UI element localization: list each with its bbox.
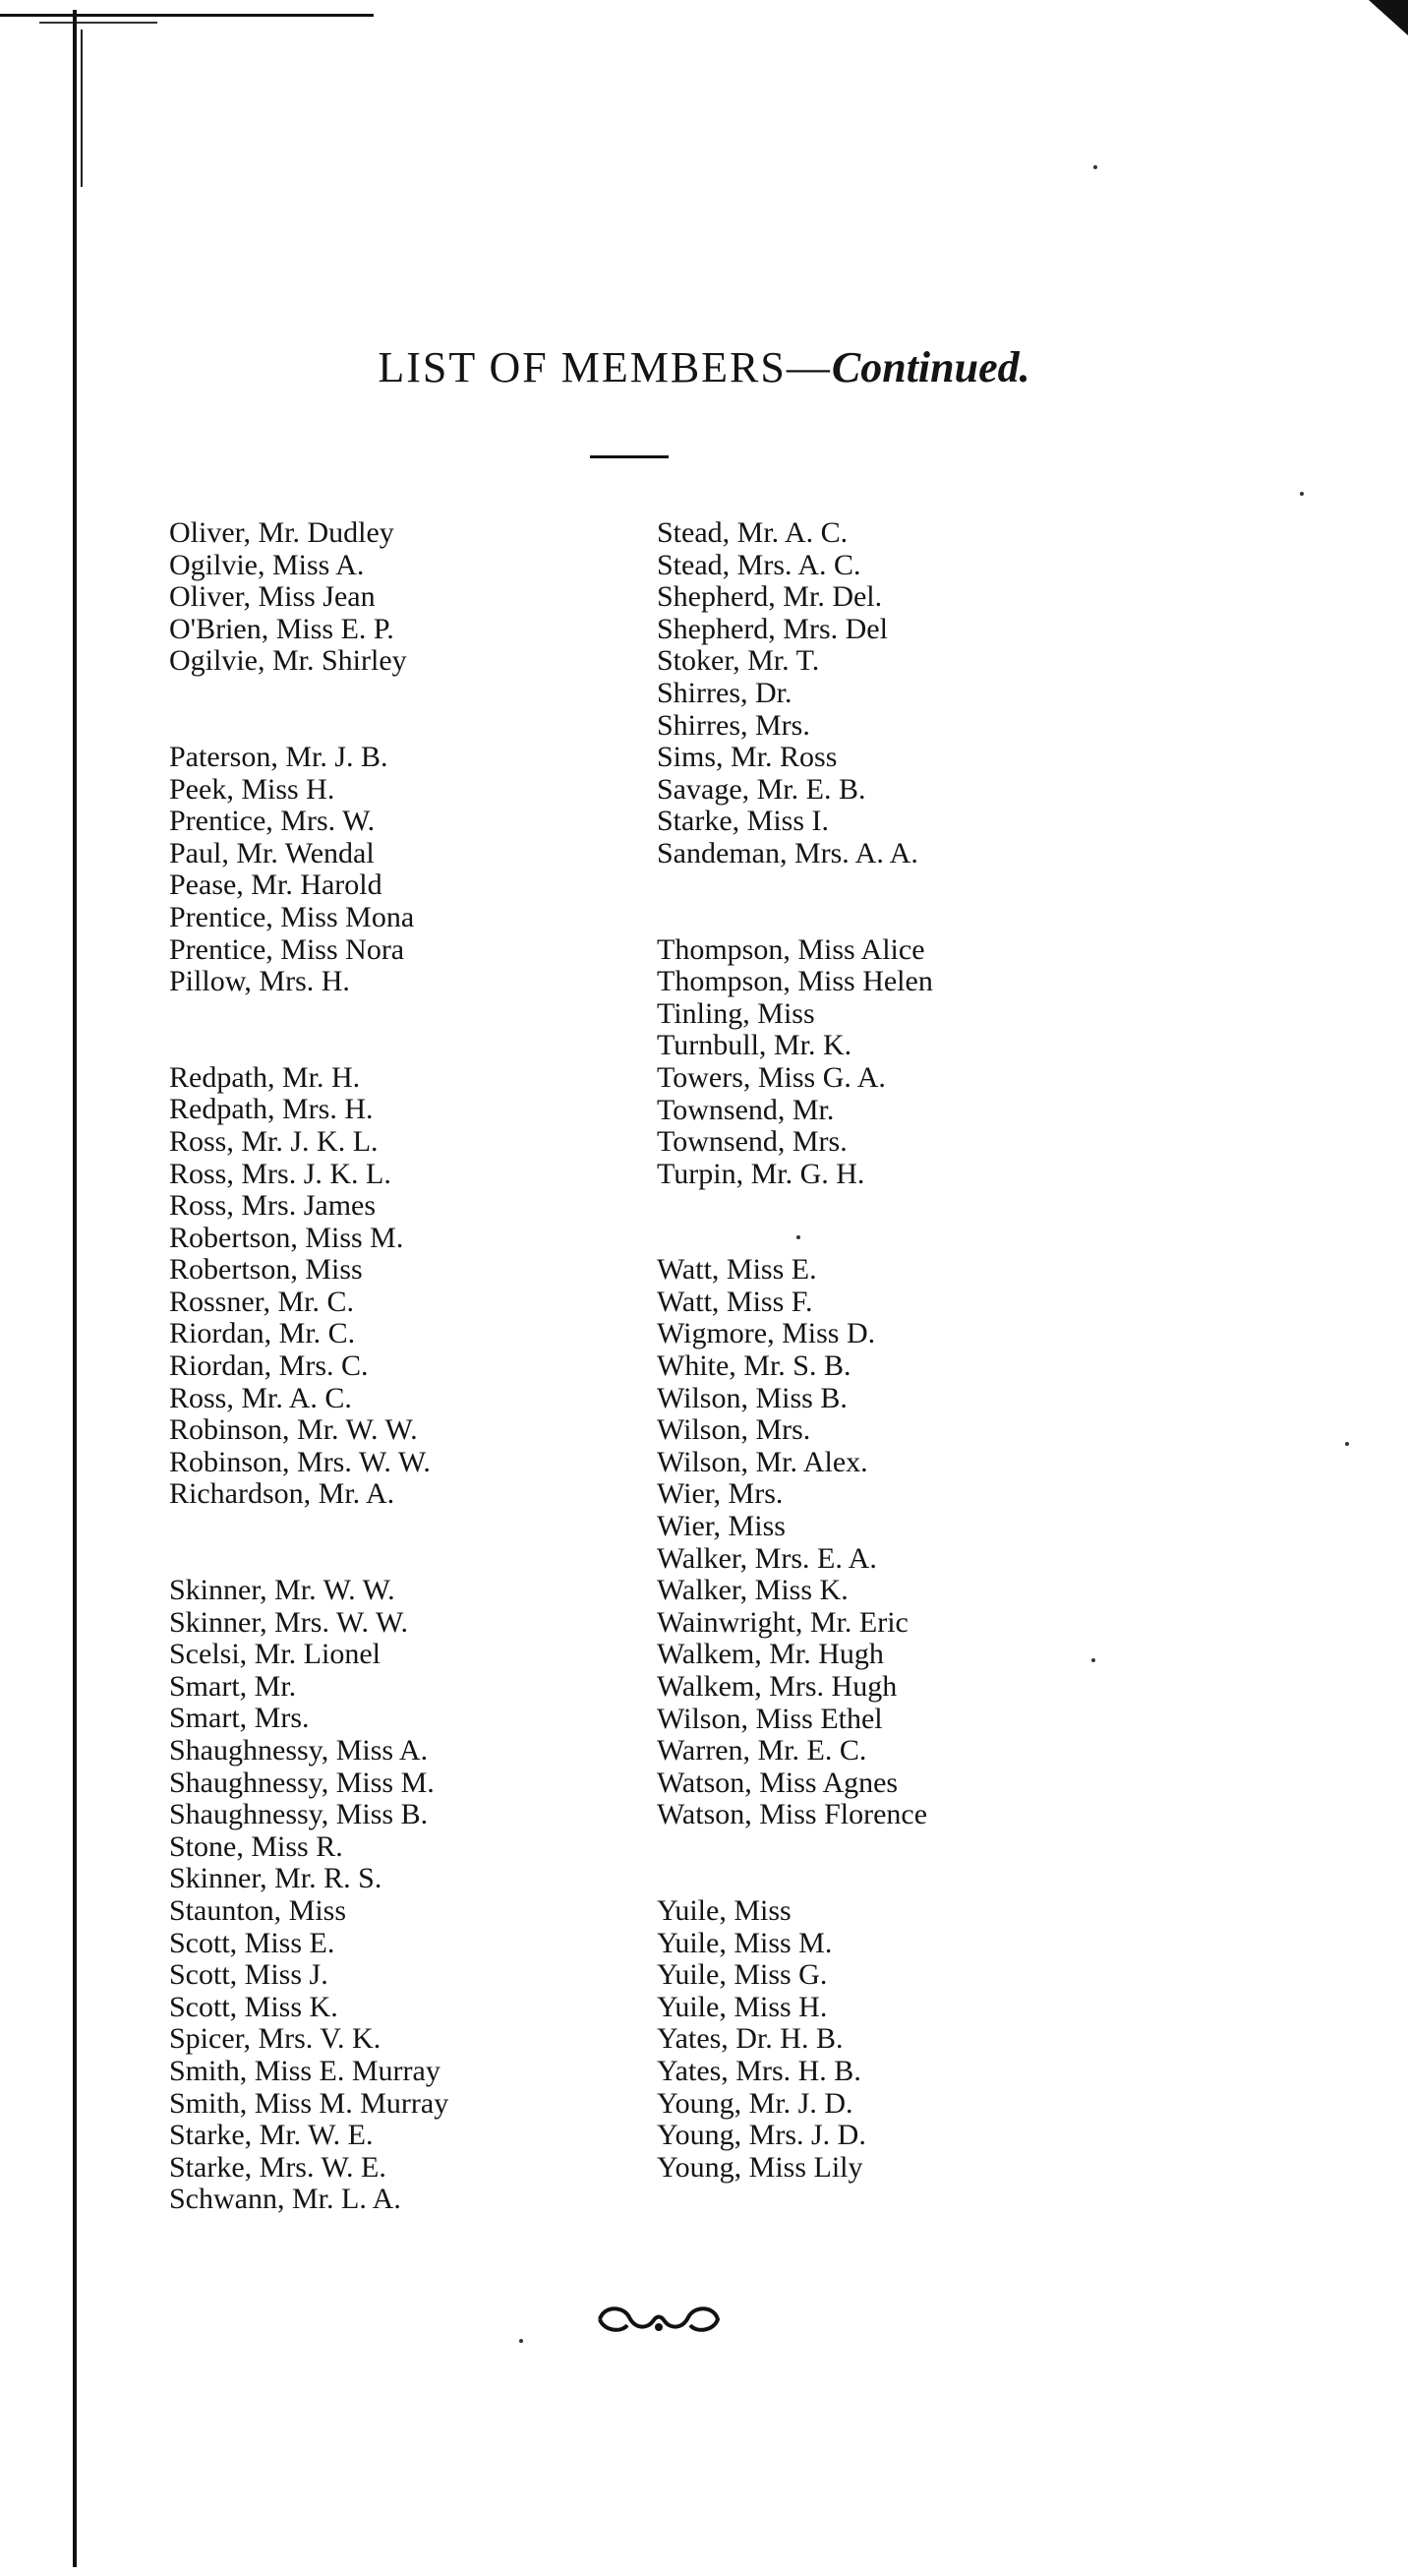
member-entry: Scott, Miss E. [169,1926,335,1959]
member-entry: Scott, Miss J. [169,1958,328,1992]
member-entry: Yuile, Miss M. [657,1926,833,1959]
member-entry: Smart, Mrs. [169,1702,310,1735]
page-title [0,342,1408,392]
member-entry: O'Brien, Miss E. P. [169,612,394,645]
member-entry: Paterson, Mr. J. B. [169,740,388,773]
member-entry: Towers, Miss G. A. [657,1060,886,1094]
member-entry: Wilson, Miss Ethel [657,1702,883,1735]
member-entry: Shaughnessy, Miss B. [169,1798,429,1831]
member-entry: Rossner, Mr. C. [169,1285,354,1318]
member-entry: Smith, Miss E. Murray [169,2054,440,2087]
member-group-right-2 [657,934,933,1191]
member-entry: Staunton, Miss [169,1893,347,1927]
member-entry: Young, Mr. J. D. [657,2086,853,2120]
member-entry: Oliver, Mr. Dudley [169,516,394,549]
member-entry: Walker, Miss K. [657,1574,849,1607]
member-entry: Oliver, Miss Jean [169,580,376,614]
member-entry: Riordan, Mrs. C. [169,1349,369,1383]
member-entry: Wainwright, Mr. Eric [657,1605,909,1639]
member-entry: Scelsi, Mr. Lionel [169,1638,381,1671]
member-entry: Ross, Mrs. J. K. L. [169,1157,391,1190]
member-entry: Ross, Mr. A. C. [169,1381,352,1414]
page-title-main: LIST OF MEMBERS— [378,343,832,391]
scan-speck [519,2339,523,2343]
member-entry: Yates, Dr. H. B. [657,2022,844,2056]
member-group-left-3 [169,1062,448,1511]
member-entry: Prentice, Mrs. W. [169,805,376,838]
member-entry: Shepherd, Mrs. Del [657,612,888,645]
member-entry: Starke, Miss I. [657,805,829,838]
member-entry: Watson, Miss Agnes [657,1766,899,1799]
member-entry: Ogilvie, Miss A. [169,548,365,581]
end-ornament-icon [590,2300,728,2339]
title-divider [590,455,669,458]
member-entry: Yuile, Miss [657,1893,792,1927]
member-entry: Robertson, Miss M. [169,1221,404,1254]
member-entry: Richardson, Mr. A. [169,1477,395,1511]
member-entry: Schwann, Mr. L. A. [169,2183,401,2216]
member-entry: Robinson, Mrs. W. W. [169,1445,431,1478]
member-entry: Wigmore, Miss D. [657,1317,876,1350]
member-entry: Walkem, Mr. Hugh [657,1638,884,1671]
member-entry: Sandeman, Mrs. A. A. [657,836,918,869]
member-entry: Wilson, Mrs. [657,1413,811,1447]
member-entry: Scott, Miss K. [169,1990,338,2023]
binding-edge-line-secondary [81,30,83,187]
member-entry: Ross, Mr. J. K. L. [169,1124,379,1158]
member-entry: Warren, Mr. E. C. [657,1734,867,1767]
member-entry: Redpath, Mr. H. [169,1060,361,1094]
member-entry: Savage, Mr. E. B. [657,772,866,806]
member-entry: Watson, Miss Florence [657,1798,928,1831]
member-entry: Stoker, Mr. T. [657,644,820,678]
member-entry: Peek, Miss H. [169,772,335,806]
member-entry: Turnbull, Mr. K. [657,1029,852,1062]
scan-speck [1091,1658,1095,1662]
member-entry: Stead, Mrs. A. C. [657,548,861,581]
member-entry: Sims, Mr. Ross [657,741,838,774]
member-entry: Prentice, Miss Mona [169,900,415,933]
member-entry: Watt, Miss F. [657,1285,813,1318]
scan-edge-rule [0,14,374,17]
member-group-left-1 [169,517,448,678]
member-entry: Shaughnessy, Miss A. [169,1734,429,1767]
member-entry: Stone, Miss R. [169,1829,343,1863]
member-entry: Young, Mrs. J. D. [657,2119,866,2152]
scan-speck [1345,1442,1349,1446]
member-entry: Skinner, Mr. R. S. [169,1862,382,1895]
member-entry: Wilson, Mr. Alex. [657,1445,868,1478]
page-corner-mark [1369,0,1408,35]
member-entry: Tinling, Miss [657,996,815,1030]
scan-edge-rule-secondary [39,22,157,24]
member-entry: Watt, Miss E. [657,1253,817,1287]
member-group-right-3 [657,1254,933,1831]
member-entry: Robertson, Miss [169,1253,363,1287]
scan-speck [1300,492,1304,496]
member-entry: Skinner, Mrs. W. W. [169,1605,409,1639]
member-entry: Starke, Mr. W. E. [169,2119,374,2152]
member-group-left-4 [169,1575,448,2216]
member-entry: Starke, Mrs. W. E. [169,2150,386,2184]
member-entry: Yates, Mrs. H. B. [657,2054,861,2087]
member-group-right-4 [657,1895,933,2184]
member-entry: Shepherd, Mr. Del. [657,580,883,614]
member-entry: Pease, Mr. Harold [169,869,382,902]
member-entry: Shirres, Mrs. [657,708,810,742]
member-entry: Walker, Mrs. E. A. [657,1541,877,1575]
member-entry: Yuile, Miss G. [657,1958,828,1992]
member-group-right-1 [657,517,933,870]
member-entry: Spicer, Mrs. V. K. [169,2022,381,2056]
member-entry: Thompson, Miss Alice [657,932,925,966]
member-entry: Yuile, Miss H. [657,1990,828,2023]
member-entry: Thompson, Miss Helen [657,965,933,998]
member-entry: Stead, Mr. A. C. [657,516,849,549]
member-entry: Skinner, Mr. W. W. [169,1574,395,1607]
member-entry: Riordan, Mr. C. [169,1317,356,1350]
member-entry: Prentice, Miss Nora [169,932,405,966]
member-entry: Townsend, Mrs. [657,1125,848,1159]
member-entry: Pillow, Mrs. H. [169,965,350,998]
member-entry: Townsend, Mr. [657,1093,835,1126]
member-entry: White, Mr. S. B. [657,1349,851,1383]
member-entry: Wier, Miss [657,1510,786,1543]
member-entry: Redpath, Mrs. H. [169,1093,374,1126]
member-entry: Robinson, Mr. W. W. [169,1413,418,1447]
scan-speck [1093,165,1097,169]
member-entry: Shaughnessy, Miss M. [169,1766,435,1799]
member-entry: Wier, Mrs. [657,1477,784,1511]
page-title-continued: Continued. [831,343,1030,391]
member-entry: Smith, Miss M. Murray [169,2086,449,2120]
member-entry: Ogilvie, Mr. Shirley [169,644,407,678]
member-entry: Walkem, Mrs. Hugh [657,1670,898,1703]
member-group-left-2 [169,742,448,998]
member-entry: Young, Miss Lily [657,2150,863,2184]
member-entry: Turpin, Mr. G. H. [657,1157,865,1190]
members-column-left [169,517,448,2280]
member-entry: Smart, Mr. [169,1669,297,1703]
binding-edge-line [73,10,77,2567]
member-entry: Paul, Mr. Wendal [169,836,375,869]
member-entry: Ross, Mrs. James [169,1189,377,1223]
members-column-right [657,517,933,2247]
member-entry: Shirres, Dr. [657,676,792,709]
member-entry: Wilson, Miss B. [657,1381,848,1414]
